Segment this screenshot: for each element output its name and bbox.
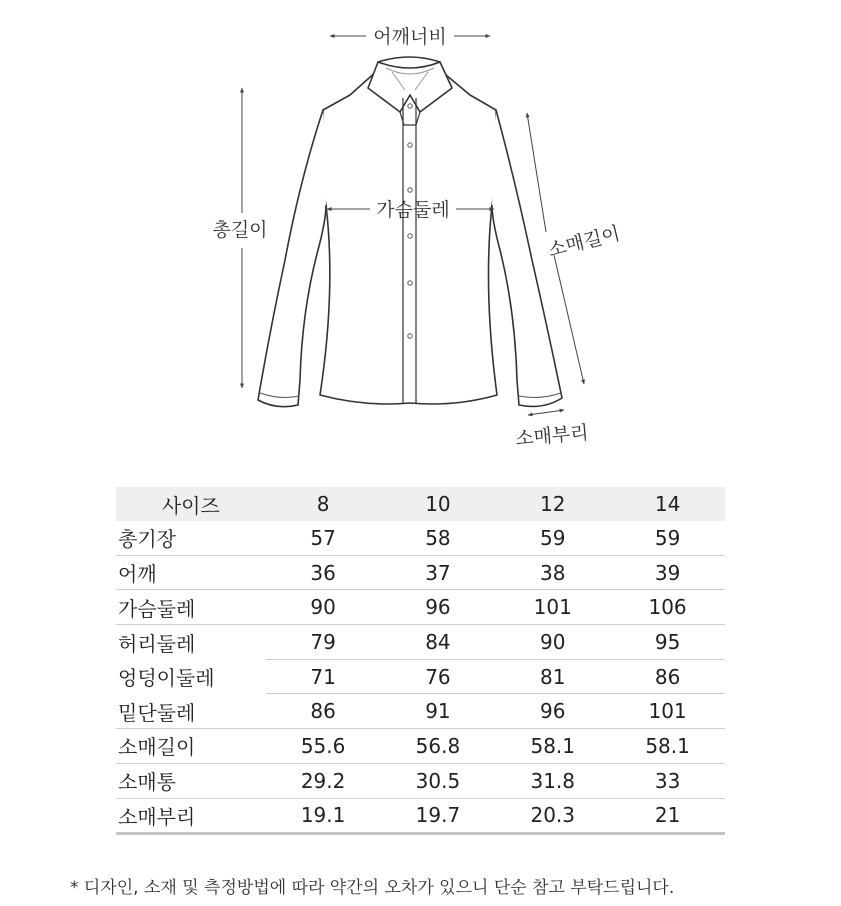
cell-value: 59 — [495, 521, 610, 555]
label-cuff: 소매부리 — [514, 421, 590, 451]
row-label: 가슴둘레 — [116, 590, 266, 625]
table-row — [116, 763, 725, 798]
cell-value: 37 — [381, 555, 496, 590]
cell-value: 38 — [495, 555, 610, 590]
table-row — [116, 798, 725, 834]
cell-value: 106 — [610, 590, 725, 625]
cell-value: 90 — [266, 590, 381, 625]
size-table — [116, 487, 725, 835]
cell-value: 91 — [381, 694, 496, 729]
cell-value: 19.1 — [266, 798, 381, 834]
cell-value: 86 — [610, 659, 725, 694]
cell-value: 36 — [266, 555, 381, 590]
cell-value: 58.1 — [610, 729, 725, 764]
header-size: 사이즈 — [116, 487, 266, 521]
cell-value: 31.8 — [495, 763, 610, 798]
cell-value: 29.2 — [266, 763, 381, 798]
cell-value: 90 — [495, 625, 610, 660]
header-size-12: 12 — [495, 487, 610, 521]
cell-value: 79 — [266, 625, 381, 660]
label-shoulder-width: 어깨너비 — [373, 26, 447, 48]
row-label: 허리둘레 — [118, 631, 196, 656]
cell-value: 30.5 — [381, 763, 496, 798]
row-label: 어깨 — [116, 555, 266, 590]
row-label: 소매부리 — [116, 798, 266, 834]
cell-value: 55.6 — [266, 729, 381, 764]
label-chest: 가슴둘레 — [376, 199, 450, 221]
row-label: 밑단둘레 — [116, 694, 266, 729]
header-size-10: 10 — [381, 487, 496, 521]
header-size-14: 14 — [610, 487, 725, 521]
cell-value: 21 — [610, 798, 725, 834]
row-label: 엉덩이둘레 — [118, 666, 215, 691]
cell-value: 101 — [495, 590, 610, 625]
label-total-length: 총길이 — [212, 219, 268, 241]
label-sleeve-length: 소매길이 — [545, 222, 623, 262]
table-row — [116, 521, 725, 555]
cell-value: 101 — [610, 694, 725, 729]
table-row — [116, 625, 725, 660]
row-label: 소매길이 — [116, 729, 266, 764]
row-label: 총기장 — [116, 521, 266, 555]
row-label: 소매통 — [116, 763, 266, 798]
cell-value: 59 — [610, 521, 725, 555]
cell-value: 76 — [381, 659, 496, 694]
cell-value: 58 — [381, 521, 496, 555]
cell-value: 33 — [610, 763, 725, 798]
table-row — [116, 694, 725, 729]
size-table-header — [116, 487, 725, 521]
cell-value: 58.1 — [495, 729, 610, 764]
table-row — [116, 729, 725, 764]
cell-value: 96 — [381, 590, 496, 625]
cell-value: 57 — [266, 521, 381, 555]
cell-value: 96 — [495, 694, 610, 729]
header-size-8: 8 — [266, 487, 381, 521]
disclaimer-note: * 디자인, 소재 및 측정방법에 따라 약간의 오차가 있으니 단순 참고 부탁드립니다. — [70, 878, 675, 898]
table-row — [116, 590, 725, 625]
cell-value: 56.8 — [381, 729, 496, 764]
cell-value: 71 — [266, 659, 381, 694]
cell-value: 39 — [610, 555, 725, 590]
cell-value: 19.7 — [381, 798, 496, 834]
cell-value: 86 — [266, 694, 381, 729]
cell-value: 81 — [495, 659, 610, 694]
cell-value: 84 — [381, 625, 496, 660]
cell-value: 20.3 — [495, 798, 610, 834]
shirt-drawing — [258, 57, 562, 407]
table-row — [116, 659, 725, 694]
cell-value: 95 — [610, 625, 725, 660]
table-row — [116, 555, 725, 590]
